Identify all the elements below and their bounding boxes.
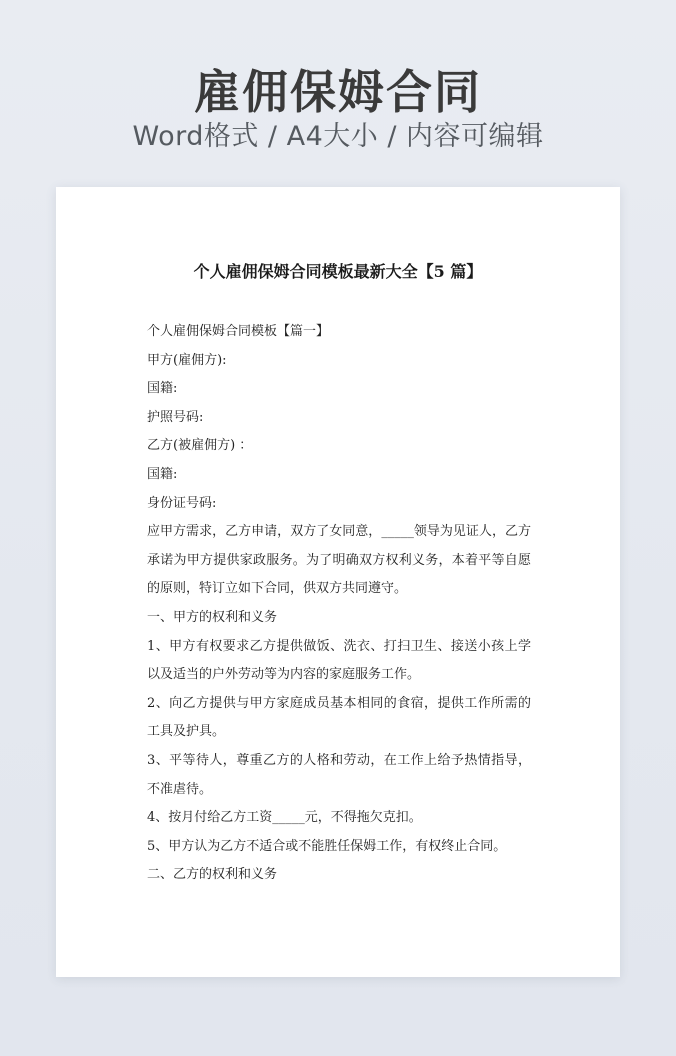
section-heading: 一、甲方的权利和义务 bbox=[147, 609, 278, 625]
field-passport-number: 护照号码: bbox=[147, 409, 204, 425]
field-nationality: 国籍: bbox=[147, 381, 178, 397]
section-heading: 二、乙方的权利和义务 bbox=[147, 867, 278, 883]
document-body bbox=[147, 318, 531, 890]
clause-paragraph: 2、向乙方提供与甲方家庭成员基本相同的食宿，提供工作所需的工具及护具。 bbox=[147, 695, 531, 740]
document-title: 个人雇佣保姆合同模板最新大全【5 篇】 bbox=[193, 262, 483, 281]
clause-paragraph: 4、按月付给乙方工资_____元，不得拖欠克扣。 bbox=[147, 810, 422, 826]
banner-title: 雇佣保姆合同 bbox=[194, 65, 482, 119]
field-employee: 乙方(被雇佣方) ： bbox=[147, 438, 253, 454]
banner-subtitle: Word格式 / A4大小 / 内容可编辑 bbox=[132, 121, 544, 152]
field-id-number: 身份证号码: bbox=[147, 495, 217, 511]
clause-paragraph: 3、平等待人，尊重乙方的人格和劳动，在工作上给予热情指导，不准虐待。 bbox=[147, 752, 531, 797]
document-page bbox=[56, 187, 620, 977]
clause-paragraph: 1、甲方有权要求乙方提供做饭、洗衣、打扫卫生、接送小孩上学以及适当的户外劳动等为内容的家庭服务工作。 bbox=[147, 638, 531, 683]
clause-paragraph: 5、甲方认为乙方不适合或不能胜任保姆工作，有权终止合同。 bbox=[147, 838, 507, 854]
field-nationality: 国籍: bbox=[147, 466, 178, 482]
field-employer: 甲方(雇佣方): bbox=[147, 352, 227, 368]
preamble-paragraph: 应甲方需求，乙方申请，双方了女同意，_____领导为见证人，乙方承诺为甲方提供家政服务。为了明确双方权利义务，本着平等自愿的原则，特订立如下合同，供双方共同遵守。 bbox=[147, 524, 531, 597]
section-heading: 个人雇佣保姆合同模板【篇一】 bbox=[147, 324, 330, 339]
